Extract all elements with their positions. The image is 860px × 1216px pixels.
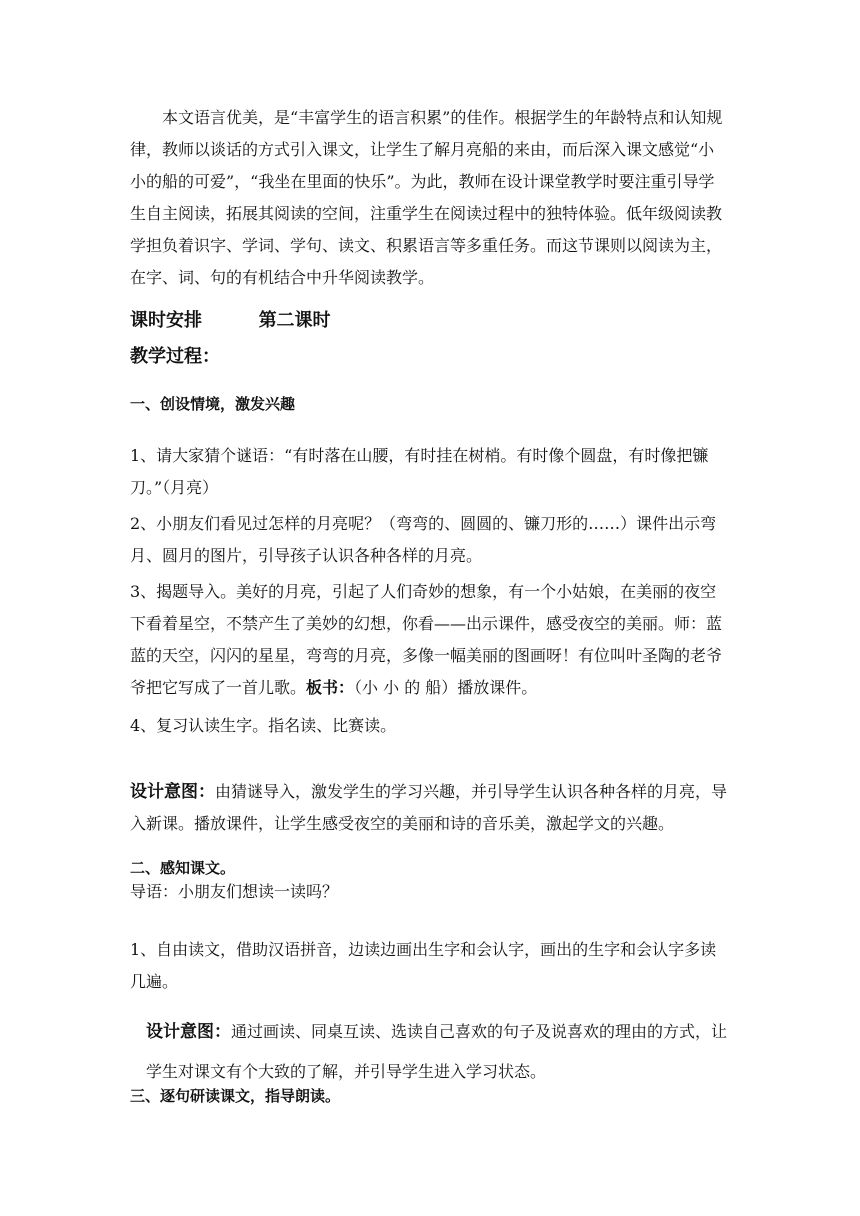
design-note-1-text: 由猜谜导入，激发学生的学习兴趣，并引导学生认识各种各样的月亮，导入新课。播放课件，让学生感受夜空的美丽和诗的音乐美，激起学文的兴趣。 (130, 782, 728, 833)
board-label: 板书： (306, 678, 355, 697)
schedule-label: 课时安排 (130, 310, 202, 331)
section1-item1: 1、请大家猜个谜语：“有时落在山腰，有时挂在树梢。有时像个圆盘，有时像把镰刀。”（月亮） (130, 446, 709, 497)
design-note-2-label: 设计意图： (146, 1022, 231, 1042)
section1-item3 (130, 576, 730, 704)
section1-item3-text: 3、揭题导入。美好的月亮，引起了人们奇妙的想象，有一个小姑娘，在美丽的夜空下看着星空，不禁产生了美妙的幻想，你看——出示课件，感受夜空的美丽。师：蓝蓝的天空，闪闪的星星，弯弯的月亮，多像一幅美丽的图画呀！有位叫叶圣陶的老爷爷把它写成了一首儿歌。 (130, 582, 723, 697)
design-note-2-text: 通过画读、同桌互读、选读自己喜欢的句子及说喜欢的理由的方式，让学生对课文有个大致的了解，并引导学生进入学习状态。 (146, 1022, 728, 1081)
section1-item3-board: （小 小 的 船）播放课件。 (354, 678, 538, 697)
design-note-1-label: 设计意图： (130, 782, 215, 802)
design-note-1 (130, 776, 730, 840)
section2-title: 二、感知课文。 (130, 859, 236, 877)
section2-guide: 导语：小朋友们想读一读吗？ (130, 882, 339, 901)
section1-title: 一、创设情境，激发兴趣 (130, 395, 296, 413)
section3-title: 三、逐句研读课文，指导朗读。 (130, 1087, 341, 1105)
schedule-value: 第二课时 (258, 310, 331, 331)
process-title: 教学过程： (130, 346, 220, 367)
schedule-line (130, 306, 730, 336)
section2-item1: 1、自由读文，借助汉语拼音，边读边画出生字和会认字，画出的生字和会认字多读几遍。 (130, 940, 717, 991)
section1-item4: 4、复习认读生字。指名读、比赛读。 (130, 716, 397, 735)
section1-item2: 2、小朋友们看见过怎样的月亮呢？（弯弯的、圆圆的、镰刀形的……）课件出示弯月、圆月的图片，引导孩子认识各种各样的月亮。 (130, 514, 717, 565)
design-note-2 (146, 1012, 732, 1092)
intro-paragraph: 本文语言优美，是“丰富学生的语言积累”的佳作。根据学生的年龄特点和认知规律，教师以谈话的方式引入课文，让学生了解月亮船的来由，而后深入课文感觉“小小的船的可爱”，“我坐在里面的快乐”。为此，教师在设计课堂教学时要注重引导学生自主阅读，拓展其阅读的空间，注重学生在阅读过程中的独特体验。低年级阅读教学担负着识字、学词、学句、读文、积累语言等多重任务。而这节课则以阅读为主，在字、词、句的有机结合中升华阅读教学。 (130, 108, 723, 287)
